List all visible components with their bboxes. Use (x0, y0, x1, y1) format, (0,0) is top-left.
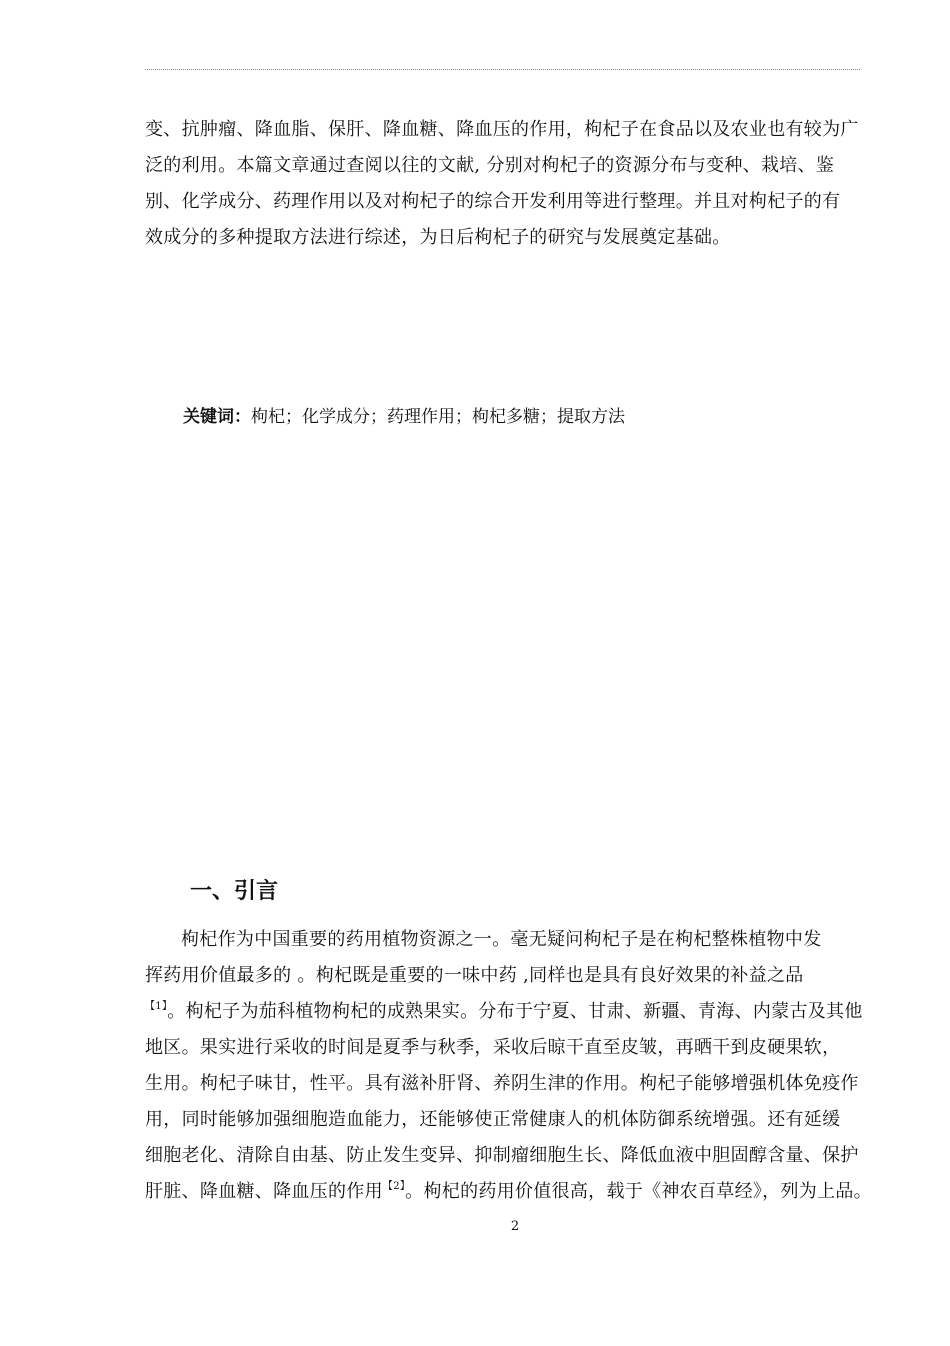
intro-line: 细胞老化、清除自由基、防止发生变异、抑制瘤细胞生长、降低血液中胆固醇含量、保护 (145, 1145, 859, 1166)
section-heading: 一、引言 (190, 879, 279, 904)
intro-paragraph (145, 922, 872, 1210)
abstract-line: 变、抗肿瘤、降血脂、保肝、降血糖、降血压的作用，枸杞子在食品以及农业也有较为广 (145, 119, 859, 140)
keywords-label: 关键词： (183, 407, 251, 427)
citation-marker: 【2】 (382, 1181, 406, 1192)
keywords-text: 枸杞；化学成分；药理作用；枸杞多糖；提取方法 (251, 407, 625, 427)
intro-line: 枸杞作为中国重要的药用植物资源之一。毫无疑问枸杞子是在枸杞整株植物中发 (181, 929, 822, 950)
header-rule (145, 69, 860, 70)
intro-line: 生用。枸杞子味甘，性平。具有滋补肝肾、养阴生津的作用。枸杞子能够增强机体免疫作 (145, 1073, 859, 1094)
intro-text: 。枸杞子为茄科植物枸杞的成熟果实。分布于宁夏、甘肃、新疆、青海、内蒙古及其他 (167, 1001, 863, 1022)
page-number: 2 (510, 1219, 520, 1234)
intro-text: 。枸杞的药用价值很高，载于《神农百草经》，列为上品。 (405, 1181, 872, 1202)
abstract-line: 效成分的多种提取方法进行综述，为日后枸杞子的研究与发展奠定基础。 (145, 227, 731, 248)
intro-line: 地区。果实进行采收的时间是夏季与秋季，采收后晾干直至皮皱，再晒干到皮硬果软， (145, 1037, 841, 1058)
intro-line: 用，同时能够加强细胞造血能力，还能够使正常健康人的机体防御系统增强。还有延缓 (145, 1109, 841, 1130)
abstract-line: 别、化学成分、药理作用以及对枸杞子的综合开发利用等进行整理。并且对枸杞子的有 (145, 191, 841, 212)
intro-line: 挥药用价值最多的 。枸杞既是重要的一味中药 ,同样也是具有良好效果的补益之品 (145, 965, 804, 986)
intro-text: 肝脏、降血糖、降血压的作用 (145, 1181, 383, 1202)
intro-line (145, 1174, 872, 1210)
keywords (183, 402, 625, 432)
abstract-line: 泛的利用。本篇文章通过查阅以往的文献, 分别对枸杞子的资源分布与变种、栽培、鉴 (145, 155, 835, 176)
intro-line (145, 994, 863, 1030)
citation-marker: 【1】 (145, 1001, 168, 1012)
abstract-paragraph (145, 112, 860, 256)
